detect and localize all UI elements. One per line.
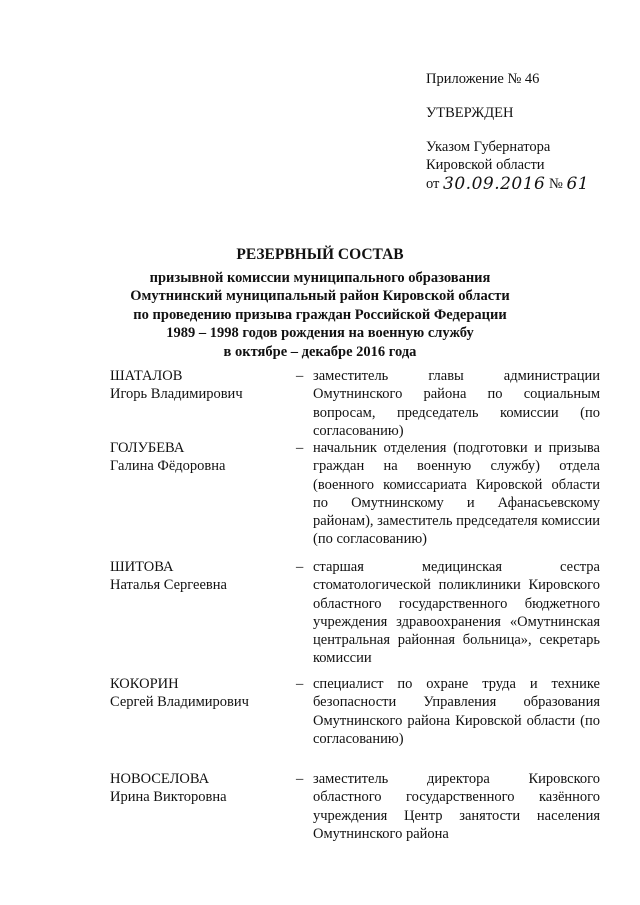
document-title [60, 246, 580, 361]
dash-separator: – [296, 559, 304, 575]
member-list [110, 367, 600, 843]
member-name [110, 675, 280, 712]
title-line: Омутнинский муниципальный район Кировской области [130, 288, 510, 304]
appendix-number: Приложение № 46 [426, 71, 540, 87]
decree-date-line [426, 174, 626, 193]
approved-by-line-2: Кировской области [426, 157, 545, 173]
member-entry [110, 439, 600, 558]
member-name [110, 367, 280, 404]
number-prefix: № [549, 176, 563, 192]
dash-separator: – [296, 676, 304, 692]
member-name [110, 558, 280, 595]
member-given-names: Игорь Владимирович [110, 386, 243, 403]
member-given-names: Наталья Сергеевна [110, 577, 227, 594]
member-entry [110, 558, 600, 675]
member-surname: ШИТОВА [110, 559, 174, 575]
member-given-names: Галина Фёдоровна [110, 458, 226, 475]
member-role: заместитель директора Кировского областного государственного казённого учреждения Центр занятости населения Омутнинского района [313, 771, 600, 842]
member-name [110, 770, 280, 807]
member-entry [110, 770, 600, 843]
title-line: в октябре – декабре 2016 года [223, 343, 417, 360]
member-surname: ГОЛУБЕВА [110, 440, 185, 456]
member-given-names: Сергей Владимирович [110, 694, 249, 711]
member-role: начальник отделения (подготовки и призыва граждан на военную службу) отдела (военного комиссариата Кировской области по Омутнинскому и Афанасьевскому районам), заместитель председателя комиссии (по согласованию) [313, 440, 600, 548]
title-main: РЕЗЕРВНЫЙ СОСТАВ [236, 246, 404, 263]
dash-separator: – [296, 368, 304, 384]
dash-separator: – [296, 440, 304, 456]
handwritten-number: 61 [566, 174, 590, 194]
member-entry [110, 675, 600, 770]
member-surname: ШАТАЛОВ [110, 368, 183, 384]
member-surname: КОКОРИН [110, 676, 179, 692]
dash-separator: – [296, 771, 304, 787]
approved-by-line-1: Указом Губернатора [426, 139, 551, 155]
handwritten-date: 30.09.2016 [443, 174, 546, 194]
approved-label: УТВЕРЖДЕН [426, 105, 514, 121]
member-name [110, 439, 280, 476]
approval-block [426, 70, 626, 193]
member-role: специалист по охране труда и технике безопасности Управления образования Омутнинского района Кировской области (по согласованию) [313, 676, 600, 747]
title-line: призывной комиссии муниципального образования [149, 269, 491, 286]
member-given-names: Ирина Викторовна [110, 789, 227, 806]
title-line: по проведению призыва граждан Российской Федерации [133, 306, 507, 323]
date-prefix: от [426, 176, 440, 192]
member-surname: НОВОСЕЛОВА [110, 771, 210, 787]
member-entry [110, 367, 600, 439]
member-role: старшая медицинская сестра стоматологической поликлиники Кировского областного государственного бюджетного учреждения здравоохранения «Омутнинская центральная районная больница», секретарь комиссии [313, 559, 600, 667]
member-role: заместитель главы администрации Омутнинского района по социальным вопросам, председатель комиссии (по согласованию) [313, 368, 600, 439]
title-line: 1989 – 1998 годов рождения на военную службу [166, 325, 474, 341]
